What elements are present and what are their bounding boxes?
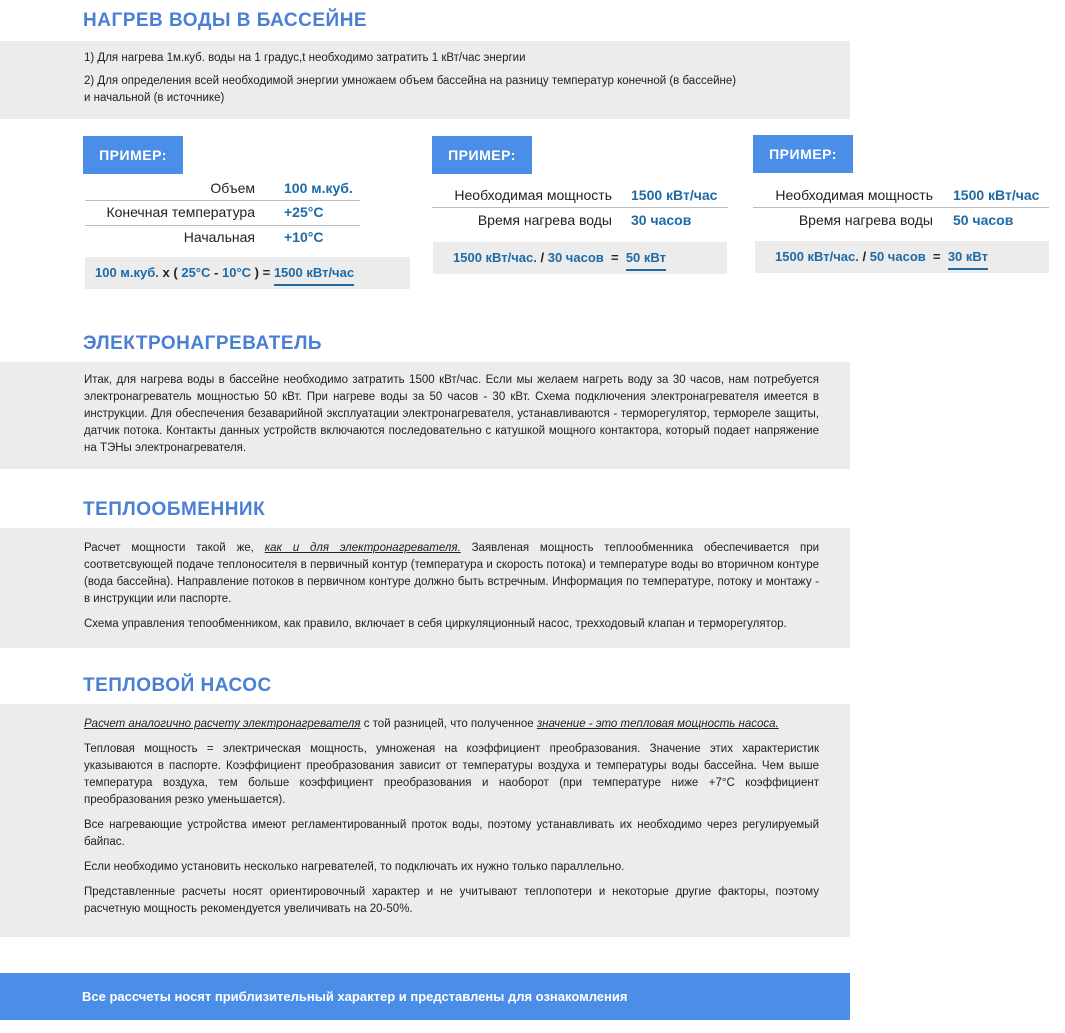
hp-text-1-mid: с той разницей, что полученное bbox=[360, 718, 537, 730]
ex3-calc-div: / bbox=[862, 249, 867, 264]
ex1-divider-2 bbox=[85, 225, 360, 226]
section-title-heat-pump: ТЕПЛОВОЙ НАСОС bbox=[83, 675, 272, 696]
heat-exchanger-panel bbox=[0, 528, 850, 648]
ex3-calc-energy: 1500 кВт/час. bbox=[775, 249, 859, 264]
heat-pump-text-1 bbox=[84, 716, 819, 733]
example-badge-1: ПРИМЕР: bbox=[83, 136, 183, 174]
ex1-calc-result: 1500 кВт/час bbox=[274, 265, 354, 286]
ex1-final-temp-label: Конечная температура bbox=[106, 204, 255, 220]
ex1-calc-minus: - bbox=[214, 265, 219, 280]
heat-pump-panel bbox=[0, 704, 850, 937]
ex1-initial-temp-label: Начальная bbox=[183, 229, 255, 245]
ex2-power-value: 1500 кВт/час bbox=[631, 187, 718, 203]
ex1-calc-final: 25°С bbox=[181, 265, 211, 280]
section-title-electric-heater: ЭЛЕКТРОНАГРЕВАТЕЛЬ bbox=[83, 333, 323, 354]
heat-exchanger-text-2: Схема управления тепообменником, как правило, включает в себя циркуляционный насос, трехходовый клапан и терморегулятор. bbox=[84, 618, 787, 630]
ex1-initial-temp-value: +10°С bbox=[284, 229, 324, 245]
ex1-volume-value: 100 м.куб. bbox=[284, 180, 353, 196]
electric-heater-text: Итак, для нагрева воды в бассейне необходимо затратить 1500 кВт/час. Если мы желаем нагреть воду за 30 часов, нам потребуется электронагреватель мощностью 50 кВт. При нагреве воды за 50 часов - 30 кВт. Схема подключения электронагревателя имеется в инструкции. Для обеспечения безаварийной эксплуатации электронагревателя, устанавливаются - терморегулятор, термореле защиты, датчик потока. Контакты данных устройств включаются последовательно с катушкой мощного контактора, который подает напряжение на ТЭНы электронагревателя. bbox=[84, 374, 819, 454]
ex2-calc-result: 50 кВт bbox=[626, 250, 666, 271]
hp-link-value[interactable]: значение - это тепловая мощность насоса. bbox=[536, 718, 779, 730]
ex1-volume-label: Объем bbox=[210, 180, 255, 196]
hx-text-1b: Заявленая мощность теплообменника обеспечивается при соответсвующей подаче теплоносителя в первичный контур (температура и скорость потока) и температуре воды во вторичном контуре (вода бассейна). Направление потоков в первичном контуре должно быть встречным. Информация по температуре, потоку и монтажу - в инструкции или паспорте. bbox=[84, 542, 820, 605]
ex2-calc-time: 30 часов bbox=[547, 250, 604, 265]
footer-banner bbox=[0, 973, 850, 1020]
ex1-divider-1 bbox=[85, 200, 360, 201]
example-badge-2: ПРИМЕР: bbox=[432, 136, 532, 174]
heat-exchanger-text-1 bbox=[84, 540, 819, 608]
ex3-time-value: 50 часов bbox=[953, 212, 1014, 228]
ex2-time-label: Время нагрева воды bbox=[477, 212, 612, 228]
ex1-final-temp-value: +25°С bbox=[284, 204, 324, 220]
ex3-calc-equals: = bbox=[932, 249, 941, 264]
hx-text-1a: Расчет мощности такой же, bbox=[84, 542, 265, 554]
hp-link-calc[interactable]: Расчет аналогично расчету электронагревателя bbox=[84, 718, 361, 730]
ex2-time-value: 30 часов bbox=[631, 212, 692, 228]
ex1-formula bbox=[85, 257, 410, 289]
section-title-pool-heating: НАГРЕВ ВОДЫ В БАССЕЙНЕ bbox=[83, 10, 368, 31]
intro-line-2b: и начальной (в источнике) bbox=[84, 92, 225, 104]
section-title-heat-exchanger: ТЕПЛООБМЕННИК bbox=[83, 499, 266, 520]
ex3-power-label: Необходимая мощность bbox=[775, 187, 933, 203]
ex3-power-value: 1500 кВт/час bbox=[953, 187, 1040, 203]
ex2-formula bbox=[433, 242, 727, 274]
ex2-divider bbox=[432, 207, 728, 208]
ex2-calc-equals: = bbox=[610, 250, 619, 265]
heat-pump-text-3: Все нагревающие устройства имеют регламентированный проток воды, поэтому устанавливать их необходимо через регулируемый байпас. bbox=[84, 819, 819, 848]
ex1-calc-initial: 10°С bbox=[221, 265, 252, 280]
example-badge-3: ПРИМЕР: bbox=[753, 135, 853, 173]
ex3-time-label: Время нагрева воды bbox=[798, 212, 933, 228]
intro-line-1: 1) Для нагрева 1м.куб. воды на 1 градус,t необходимо затратить 1 кВт/час энергии bbox=[84, 52, 526, 64]
footer-text: Все рассчеты носят приблизительный характер и представлены для ознакомления bbox=[82, 989, 628, 1004]
heat-pump-text-5: Представленные расчеты носят ориентировочный характер и не учитывают теплопотери и некоторые другие факторы, поэтому расчетную мощность рекомендуется увеличивать на 20-50%. bbox=[84, 886, 819, 915]
ex1-calc-times: х ( bbox=[162, 265, 178, 280]
ex2-power-label: Необходимая мощность bbox=[454, 187, 612, 203]
ex3-calc-result: 30 кВт bbox=[948, 249, 988, 270]
ex3-divider bbox=[753, 207, 1049, 208]
intro-line-2a: 2) Для определения всей необходимой энергии умножаем объем бассейна на разницу температур конечной (в бассейне) bbox=[84, 75, 737, 87]
intro-panel bbox=[0, 41, 850, 119]
heat-pump-text-2: Тепловая мощность = электрическая мощность, умноженая на коэффициент преобразования. Значение этих характеристик указываются в паспорте. Коэффициент преобразования зависит от температуры воздуха и температуры воды бассейна. Чем выше температура воздуха, тем больше коэффициент преобразования и наоборот (при температуре ниже +7°С коэффициент преобразования резко уменьшается). bbox=[84, 743, 819, 806]
ex1-calc-volume: 100 м.куб. bbox=[95, 265, 159, 280]
hx-link-electric-heater[interactable]: как и для электронагревателя. bbox=[264, 542, 461, 554]
ex1-calc-equals: ) = bbox=[254, 265, 271, 280]
ex2-calc-energy: 1500 кВт/час. bbox=[453, 250, 537, 265]
ex3-calc-time: 50 часов bbox=[869, 249, 926, 264]
ex3-formula bbox=[755, 241, 1049, 273]
heat-pump-text-4: Если необходимо установить несколько нагревателей, то подключать их нужно только параллельно. bbox=[84, 861, 625, 873]
electric-heater-panel bbox=[0, 362, 850, 469]
ex2-calc-div: / bbox=[540, 250, 545, 265]
